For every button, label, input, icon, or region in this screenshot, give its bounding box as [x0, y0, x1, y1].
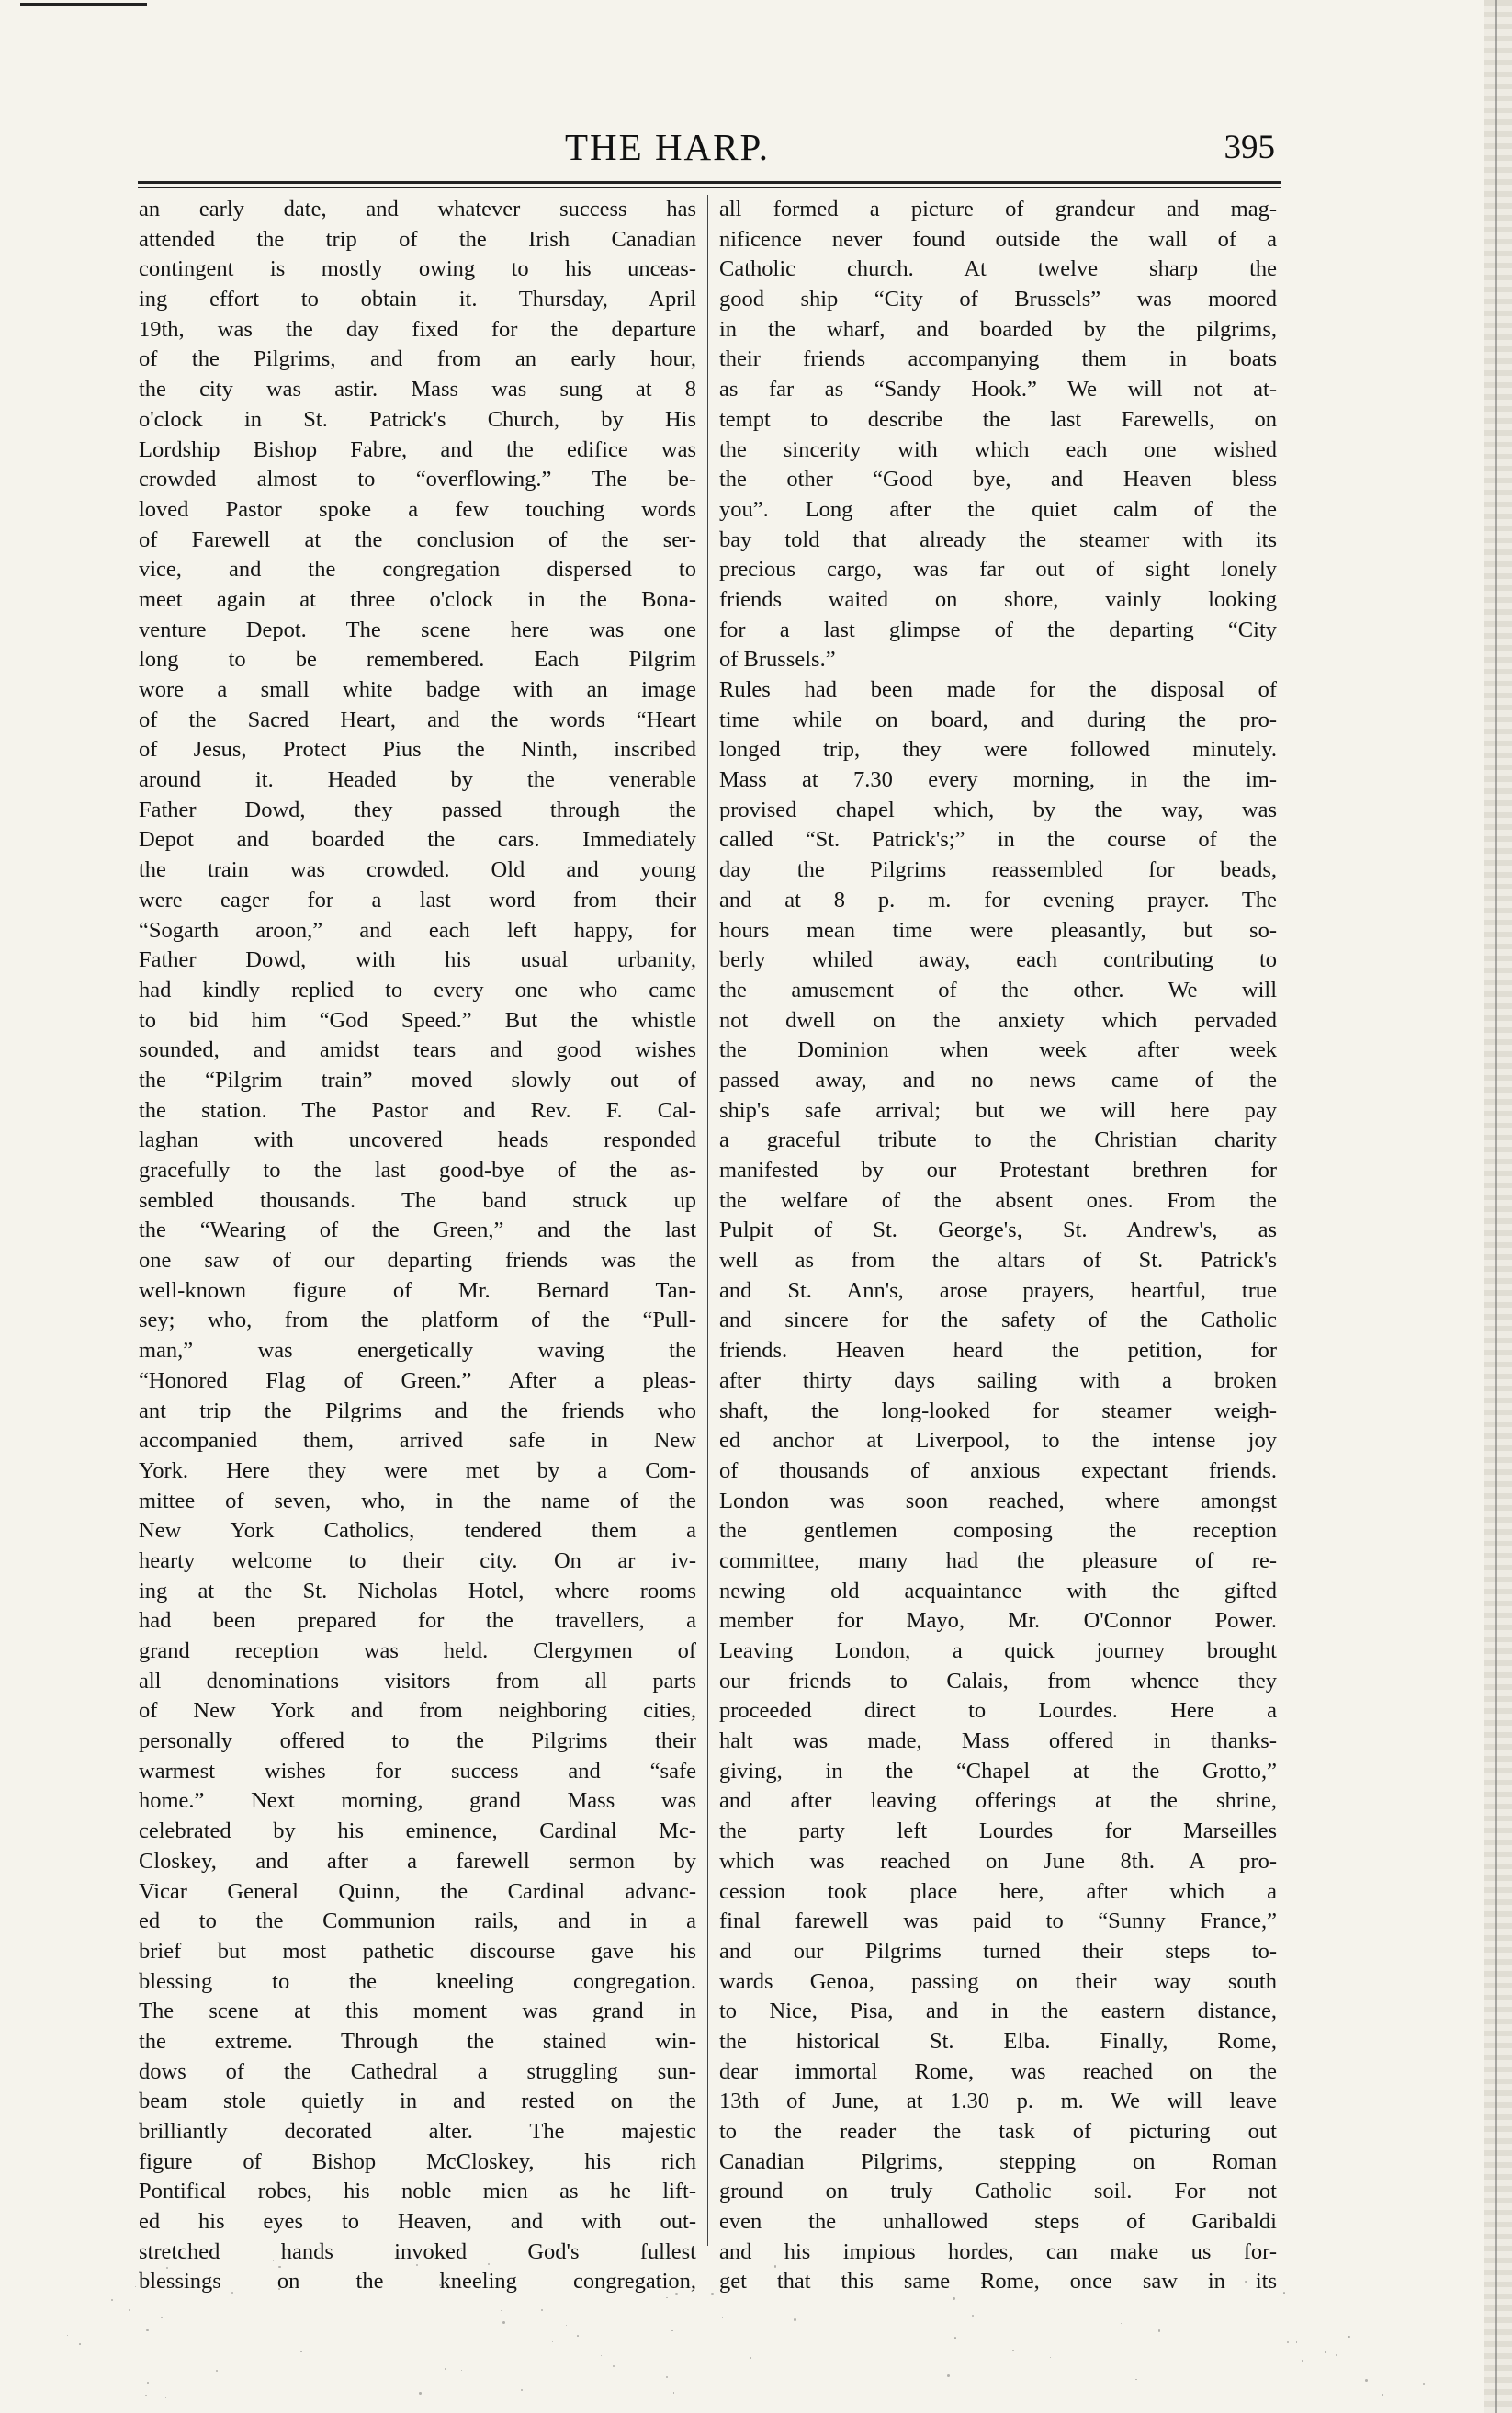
scan-speck [501, 2310, 502, 2311]
scan-speck [161, 2317, 163, 2318]
text-line: accompanied them, arrived safe in New [139, 1428, 696, 1454]
text-line: bay told that already the steamer with its [719, 527, 1277, 552]
text-line: Depot and boarded the cars. Immediately [139, 827, 696, 853]
scan-speck [1302, 2360, 1303, 2362]
running-title: THE HARP. [565, 126, 771, 168]
text-line: hearty welcome to their city. On ar iv- [139, 1547, 696, 1573]
text-line: the “Pilgrim train” moved slowly out of [139, 1067, 696, 1093]
scan-speck [147, 2382, 149, 2384]
page-header [138, 124, 1295, 179]
scan-speck [666, 2376, 668, 2378]
text-line: brief but most pathetic discourse gave his [139, 1938, 696, 1964]
text-line: beam stole quietly in and rested on the [139, 2089, 696, 2114]
scan-speck [1325, 2351, 1326, 2352]
scan-speck [671, 2330, 672, 2331]
text-line: ed anchor at Liverpool, to the intense joy [719, 1428, 1277, 1454]
text-line: and at 8 p. m. for evening prayer. The [719, 887, 1277, 912]
text-line: and sincere for the safety of the Catholic [719, 1308, 1277, 1333]
text-line: of Farewell at the conclusion of the ser- [139, 527, 696, 552]
text-line: London was soon reached, where amongst [719, 1488, 1277, 1513]
right-column [719, 195, 1277, 2297]
scan-speck [419, 2392, 421, 2394]
text-line: 19th, was the day fixed for the departure [139, 316, 696, 342]
left-column [139, 195, 696, 2297]
text-line: berly whiled away, each contributing to [719, 947, 1277, 973]
text-line: attended the trip of the Irish Canadian [139, 226, 696, 252]
text-line: long to be remembered. Each Pilgrim [139, 647, 696, 673]
text-line: and St. Ann's, arose prayers, heartful, true [719, 1277, 1277, 1303]
scan-speck [521, 2389, 523, 2391]
text-line: Father Dowd, they passed through the [139, 797, 696, 822]
text-line: for a last glimpse of the departing “City [719, 617, 1277, 642]
text-line: newing old acquaintance with the gifted [719, 1578, 1277, 1603]
text-line: Vicar General Quinn, the Cardinal advanc- [139, 1878, 696, 1904]
scan-speck [541, 2309, 544, 2312]
scan-speck [502, 2321, 505, 2324]
scan-speck [566, 2325, 567, 2326]
text-line: wore a small white badge with an image [139, 677, 696, 702]
scan-speck [1336, 2354, 1337, 2356]
scan-speck [954, 2337, 956, 2339]
text-line: a graceful tribute to the Christian charity [719, 1127, 1277, 1153]
text-line: time while on board, and during the pro- [719, 707, 1277, 732]
text-line: in the wharf, and boarded by the pilgrims, [719, 316, 1277, 342]
text-line: New York Catholics, tendered them a [139, 1518, 696, 1544]
text-line: Canadian Pilgrims, stepping on Roman [719, 2148, 1277, 2174]
scan-speck [601, 2355, 602, 2356]
text-line: brilliantly decorated alter. The majestic [139, 2119, 696, 2144]
scan-speck [1348, 2336, 1350, 2339]
text-line: the Dominion when week after week [719, 1037, 1277, 1063]
scan-speck [750, 2357, 751, 2359]
text-line: the train was crowded. Old and young [139, 857, 696, 883]
text-line: Father Dowd, with his usual urbanity, [139, 947, 696, 973]
text-line: ing effort to obtain it. Thursday, April [139, 287, 696, 312]
text-line: which was reached on June 8th. A pro- [719, 1848, 1277, 1874]
text-line: the sincerity with which each one wished [719, 436, 1277, 462]
text-line: figure of Bishop McCloskey, his rich [139, 2148, 696, 2174]
scan-speck [165, 2397, 167, 2399]
text-line: warmest wishes for success and “safe [139, 1758, 696, 1784]
text-line: Pontifical robes, his noble mien as he lift- [139, 2179, 696, 2204]
scan-speck [1050, 2357, 1051, 2358]
text-line: Mass at 7.30 every morning, in the im- [719, 767, 1277, 793]
scan-speck [666, 2297, 668, 2299]
scan-speck [972, 2315, 974, 2317]
text-line: member for Mayo, Mr. O'Connor Power. [719, 1608, 1277, 1634]
top-edge-mark [20, 3, 147, 6]
scan-speck [1287, 2341, 1289, 2343]
text-line: as far as “Sandy Hook.” We will not at- [719, 377, 1277, 402]
text-line: blessings on the kneeling congregation, [139, 2269, 696, 2294]
text-line: o'clock in St. Patrick's Church, by His [139, 406, 696, 432]
text-line: York. Here they were met by a Com- [139, 1457, 696, 1483]
text-line: well as from the altars of St. Patrick's [719, 1248, 1277, 1274]
text-line: gracefully to the last good-bye of the as- [139, 1158, 696, 1183]
text-line: Lordship Bishop Fabre, and the edifice was [139, 436, 696, 462]
text-line: passed away, and no news came of the [719, 1067, 1277, 1093]
scan-speck [613, 2365, 615, 2367]
text-line: grand reception was held. Clergymen of [139, 1638, 696, 1663]
text-line: proceeded direct to Lourdes. Here a [719, 1698, 1277, 1724]
text-line: ship's safe arrival; but we will here pay [719, 1097, 1277, 1123]
text-line: meet again at three o'clock in the Bona- [139, 586, 696, 612]
text-line: vice, and the congregation dispersed to [139, 557, 696, 583]
text-line: home.” Next morning, grand Mass was [139, 1788, 696, 1814]
scan-speck [129, 2309, 130, 2311]
text-line: an early date, and whatever success has [139, 197, 696, 221]
scan-speck [135, 2286, 136, 2287]
text-line: the extreme. Through the stained win- [139, 2028, 696, 2054]
text-line: tempt to describe the last Farewells, on [719, 406, 1277, 432]
text-line: and our Pilgrims turned their steps to- [719, 1938, 1277, 1964]
text-line: precious cargo, was far out of sight lonely [719, 557, 1277, 583]
text-line: ed his eyes to Heaven, and with out- [139, 2209, 696, 2235]
text-line: 13th of June, at 1.30 p. m. We will leave [719, 2089, 1277, 2114]
text-line: all formed a picture of grandeur and mag- [719, 197, 1277, 221]
text-line: called “St. Patrick's;” in the course of the [719, 827, 1277, 853]
scan-speck [981, 2282, 984, 2284]
scan-speck [577, 2335, 579, 2337]
text-line: all denominations visitors from all parts [139, 1668, 696, 1694]
text-line: after thirty days sailing with a broken [719, 1367, 1277, 1393]
text-line: committee, many had the pleasure of re- [719, 1547, 1277, 1573]
scan-speck [735, 2284, 737, 2286]
text-line: friends waited on shore, vainly looking [719, 586, 1277, 612]
scan-speck [722, 2317, 723, 2318]
text-line: the party left Lourdes for Marseilles [719, 1818, 1277, 1844]
text-line: final farewell was paid to “Sunny France,” [719, 1909, 1277, 1934]
scan-speck [461, 2370, 462, 2371]
scan-speck [1135, 2379, 1137, 2381]
scan-speck [67, 2335, 68, 2336]
scan-speck [79, 2343, 81, 2345]
text-line: laghan with uncovered heads responded [139, 1127, 696, 1153]
text-line: and after leaving offerings at the shrine, [719, 1788, 1277, 1814]
text-line: get that this same Rome, once saw in its [719, 2269, 1277, 2294]
scan-speck [1382, 2394, 1383, 2395]
text-line: Catholic church. At twelve sharp the [719, 256, 1277, 282]
text-line: good ship “City of Brussels” was moored [719, 287, 1277, 312]
text-line: sounded, and amidst tears and good wishes [139, 1037, 696, 1063]
text-line: “Sogarth aroon,” and each left happy, for [139, 917, 696, 943]
scan-speck [1121, 2323, 1122, 2324]
text-line: personally offered to the Pilgrims their [139, 1728, 696, 1754]
text-line: dear immortal Rome, was reached on the [719, 2058, 1277, 2084]
text-line: longed trip, they were followed minutely. [719, 737, 1277, 763]
scan-speck [145, 2395, 147, 2396]
scan-speck [1365, 2379, 1368, 2382]
text-line: of Brussels.” [719, 647, 836, 673]
scan-speck [1423, 2383, 1425, 2385]
text-line: the gentlemen composing the reception [719, 1518, 1277, 1544]
text-line: man,” was energetically waving the [139, 1338, 696, 1364]
text-line: had kindly replied to every one who came [139, 977, 696, 1003]
text-line: ground on truly Catholic soil. For not [719, 2179, 1277, 2204]
text-line: the amusement of the other. We will [719, 977, 1277, 1003]
text-line: our friends to Calais, from whence they [719, 1668, 1277, 1694]
text-line: of Jesus, Protect Pius the Ninth, inscribed [139, 737, 696, 763]
text-line: the welfare of the absent ones. From the [719, 1187, 1277, 1213]
scan-speck [111, 2299, 113, 2301]
text-line: loved Pastor spoke a few touching words [139, 496, 696, 522]
text-line: to Nice, Pisa, and in the eastern distance, [719, 1999, 1277, 2024]
text-line: day the Pilgrims reassembled for beads, [719, 857, 1277, 883]
text-line: wards Genoa, passing on their way south [719, 1968, 1277, 1994]
text-line: “Honored Flag of Green.” After a pleas- [139, 1367, 696, 1393]
header-rule-thick [138, 181, 1281, 184]
text-line: Pulpit of St. George's, St. Andrew's, as [719, 1218, 1277, 1243]
scan-speck [216, 2370, 218, 2372]
text-line: shaft, the long-looked for steamer weigh- [719, 1398, 1277, 1423]
text-line: manifested by our Protestant brethren for [719, 1158, 1277, 1183]
text-line: ant trip the Pilgrims and the friends who [139, 1398, 696, 1423]
text-line: had been prepared for the travellers, a [139, 1608, 696, 1634]
text-line: of the Pilgrims, and from an early hour, [139, 346, 696, 372]
binding-edge [1484, 0, 1512, 2413]
text-line: giving, in the “Chapel at the Grotto,” [719, 1758, 1277, 1784]
text-line: the “Wearing of the Green,” and the last [139, 1218, 696, 1243]
scan-speck [1283, 2292, 1285, 2294]
text-line: crowded almost to “overflowing.” The be- [139, 467, 696, 493]
text-line: Closkey, and after a farewell sermon by [139, 1848, 696, 1874]
scan-speck [1296, 2341, 1297, 2342]
text-line: venture Depot. The scene here was one [139, 617, 696, 642]
page-number: 395 [1224, 129, 1275, 166]
text-line: even the unhallowed steps of Garibaldi [719, 2209, 1277, 2235]
scan-speck [166, 2267, 168, 2269]
scan-speck [1012, 2350, 1014, 2351]
text-line: to bid him “God Speed.” But the whistle [139, 1007, 696, 1033]
text-line: dows of the Cathedral a struggling sun- [139, 2058, 696, 2084]
text-line: you”. Long after the quiet calm of the [719, 496, 1277, 522]
text-line: friends. Heaven heard the petition, for [719, 1338, 1277, 1364]
text-line: the city was astir. Mass was sung at 8 [139, 377, 696, 402]
column-divider [707, 195, 708, 2246]
scan-speck [300, 2351, 302, 2353]
text-line: their friends accompanying them in boats [719, 346, 1277, 372]
text-line: well-known figure of Mr. Bernard Tan- [139, 1277, 696, 1303]
text-line: sembled thousands. The band struck up [139, 1187, 696, 1213]
text-line: the historical St. Elba. Finally, Rome, [719, 2028, 1277, 2054]
header-rule-thin [138, 187, 1281, 188]
text-line: around it. Headed by the venerable [139, 767, 696, 793]
text-line: hours mean time were pleasantly, but so- [719, 917, 1277, 943]
scan-speck [1158, 2329, 1161, 2332]
binding-rule [1495, 0, 1497, 2413]
text-line: cession took place here, after which a [719, 1878, 1277, 1904]
text-line: to the reader the task of picturing out [719, 2119, 1277, 2144]
text-line: sey; who, from the platform of the “Pull- [139, 1308, 696, 1333]
text-line: halt was made, Mass offered in thanks- [719, 1728, 1277, 1754]
text-line: were eager for a last word from their [139, 887, 696, 912]
scan-speck [947, 2374, 950, 2377]
scan-speck [278, 2266, 281, 2269]
text-line: of the Sacred Heart, and the words “Heart [139, 707, 696, 732]
text-line: mittee of seven, who, in the name of the [139, 1488, 696, 1513]
text-line: of thousands of anxious expectant friends. [719, 1457, 1277, 1483]
text-line: ed to the Communion rails, and in a [139, 1909, 696, 1934]
text-line: Leaving London, a quick journey brought [719, 1638, 1277, 1663]
text-line: stretched hands invoked God's fullest [139, 2238, 696, 2264]
text-line: the station. The Pastor and Rev. F. Cal- [139, 1097, 696, 1123]
text-line: provised chapel which, by the way, was [719, 797, 1277, 822]
scan-speck [146, 2329, 148, 2331]
scan-speck [794, 2318, 796, 2321]
text-line: Rules had been made for the disposal of [719, 677, 1277, 702]
text-line: The scene at this moment was grand in [139, 1999, 696, 2024]
text-line: contingent is mostly owing to his unceas- [139, 256, 696, 282]
text-line: the other “Good bye, and Heaven bless [719, 467, 1277, 493]
text-line: blessing to the kneeling congregation. [139, 1968, 696, 1994]
scan-speck [673, 2392, 674, 2393]
scan-speck [552, 2341, 553, 2342]
text-line: ing at the St. Nicholas Hotel, where rooms [139, 1578, 696, 1603]
scan-speck [711, 2293, 714, 2295]
scan-speck [953, 2297, 954, 2299]
text-line: and his impious hordes, can make us for- [719, 2238, 1277, 2264]
scan-speck [445, 2368, 446, 2370]
text-line: of New York and from neighboring cities, [139, 1698, 696, 1724]
text-line: not dwell on the anxiety which pervaded [719, 1007, 1277, 1033]
text-line: celebrated by his eminence, Cardinal Mc- [139, 1818, 696, 1844]
text-line: one saw of our departing friends was the [139, 1248, 696, 1274]
text-line: nificence never found outside the wall of a [719, 226, 1277, 252]
